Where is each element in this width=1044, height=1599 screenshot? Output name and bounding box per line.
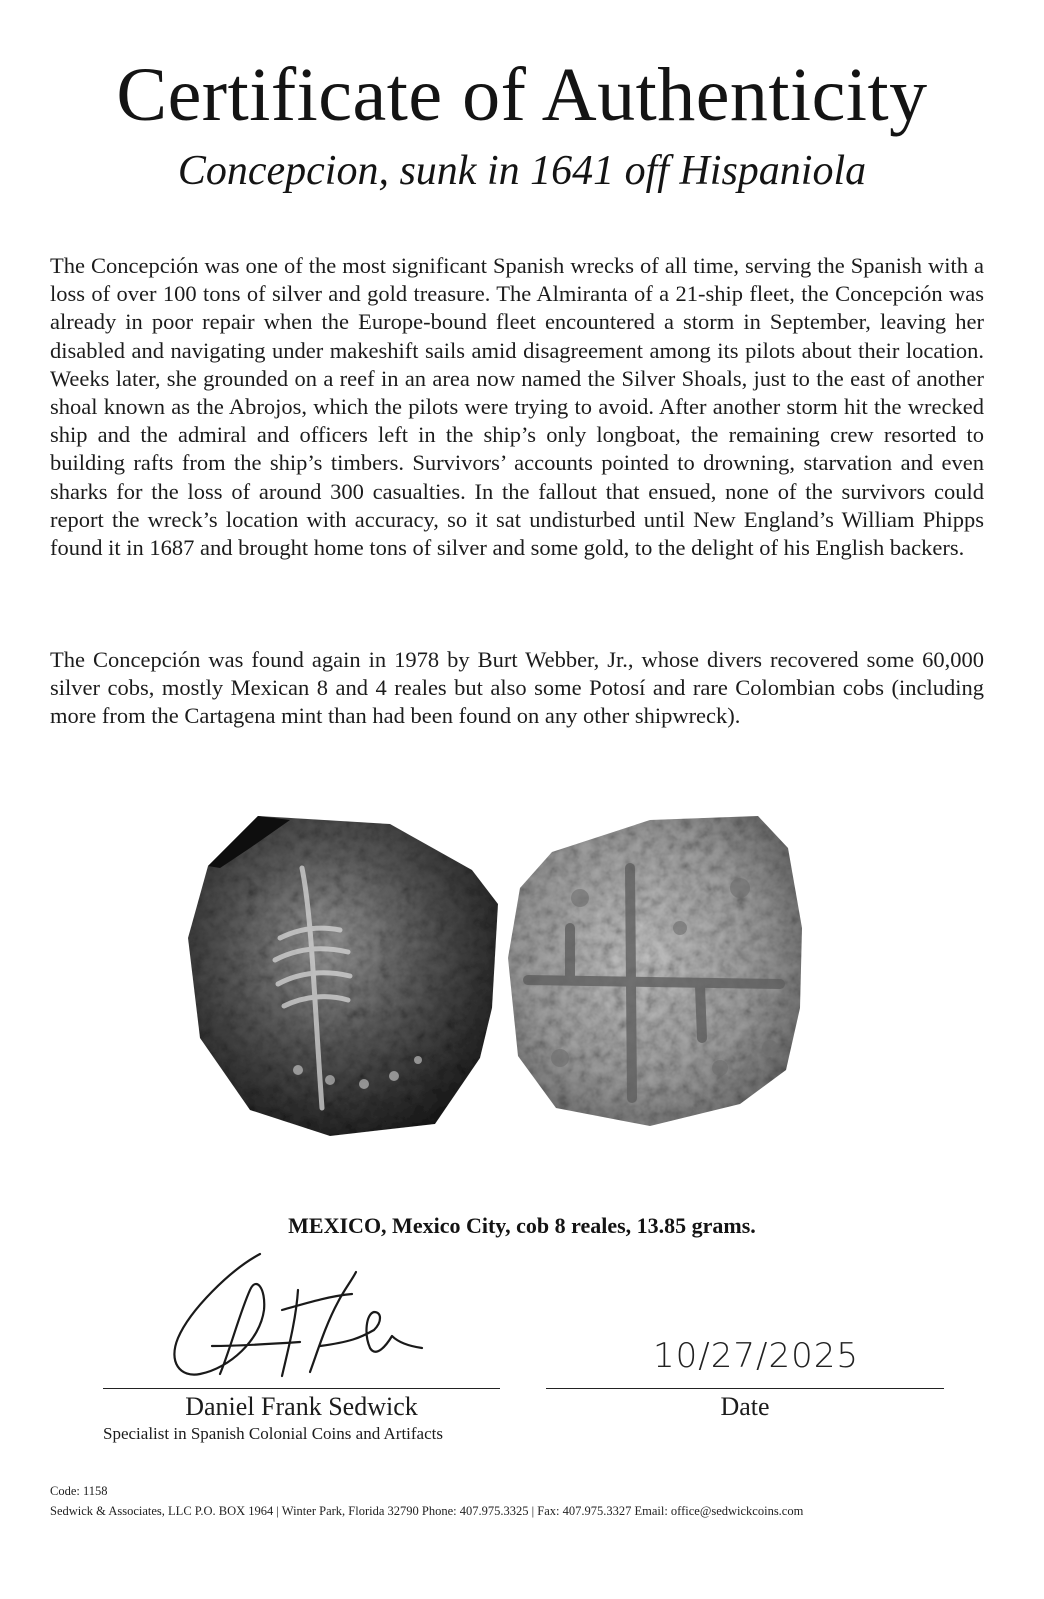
date-label: Date <box>720 1392 770 1421</box>
coin-caption: MEXICO, Mexico City, cob 8 reales, 13.85 grams. <box>288 1213 756 1238</box>
contact-footer: Sedwick & Associates, LLC P.O. BOX 1964 | Winter Park, Florida 32790 Phone: 407.975.3325 | Fax: 407.975.3327 Email: office@sedwickcoins.com <box>50 1504 804 1518</box>
signer-title: Specialist in Spanish Colonial Coins and Artifacts <box>103 1424 443 1443</box>
handwritten-signature <box>160 1250 440 1390</box>
signer-name: Daniel Frank Sedwick <box>185 1392 418 1421</box>
coin-photos <box>180 808 830 1148</box>
history-paragraph-2: The Concepción was found again in 1978 by Burt Webber, Jr., whose divers recovered some 60,000 silver cobs, mostly Mexican 8 and 4 reales but also some Potosí and rare Colombian cobs (including more from the Cartagena mint than had been found on any other shipwreck). <box>50 647 984 729</box>
coin-reverse <box>508 816 802 1126</box>
certificate-subtitle: Concepcion, sunk in 1641 off Hispaniola <box>177 148 867 194</box>
date-line <box>546 1388 944 1389</box>
certificate-title: Certificate of Authenticity <box>116 53 928 137</box>
history-paragraph-1: The Concepción was one of the most significant Spanish wrecks of all time, serving the Spanish with a loss of over 100 tons of silver and gold treasure. The Almiranta of a 21-ship fleet, the Concepción was already in poor repair when the Europe-bound fleet encountered a storm in September, leaving her disabled and navigating under makeshift sails amid disagreement among its pilots about their location. Weeks later, she grounded on a reef in an area now named the Silver Shoals, just to the east of another shoal known as the Abrojos, which the pilots were trying to avoid. After another storm hit the wrecked ship and the admiral and officers left in the ship’s only longboat, the remaining crew resorted to building rafts from the ship’s timbers. Survivors’ accounts pointed to drowning, starvation and even sharks for the loss of around 300 casualties. In the fallout that ensued, none of the survivors could report the wreck’s location with accuracy, so it sat undisturbed until New England’s William Phipps found it in 1687 and brought home tons of silver and some gold, to the delight of his English backers. <box>50 253 984 561</box>
coin-obverse <box>188 816 498 1136</box>
signature-line <box>103 1388 500 1389</box>
date-value: 10/27/2025 <box>653 1336 859 1376</box>
certificate-code: Code: 1158 <box>50 1484 108 1498</box>
